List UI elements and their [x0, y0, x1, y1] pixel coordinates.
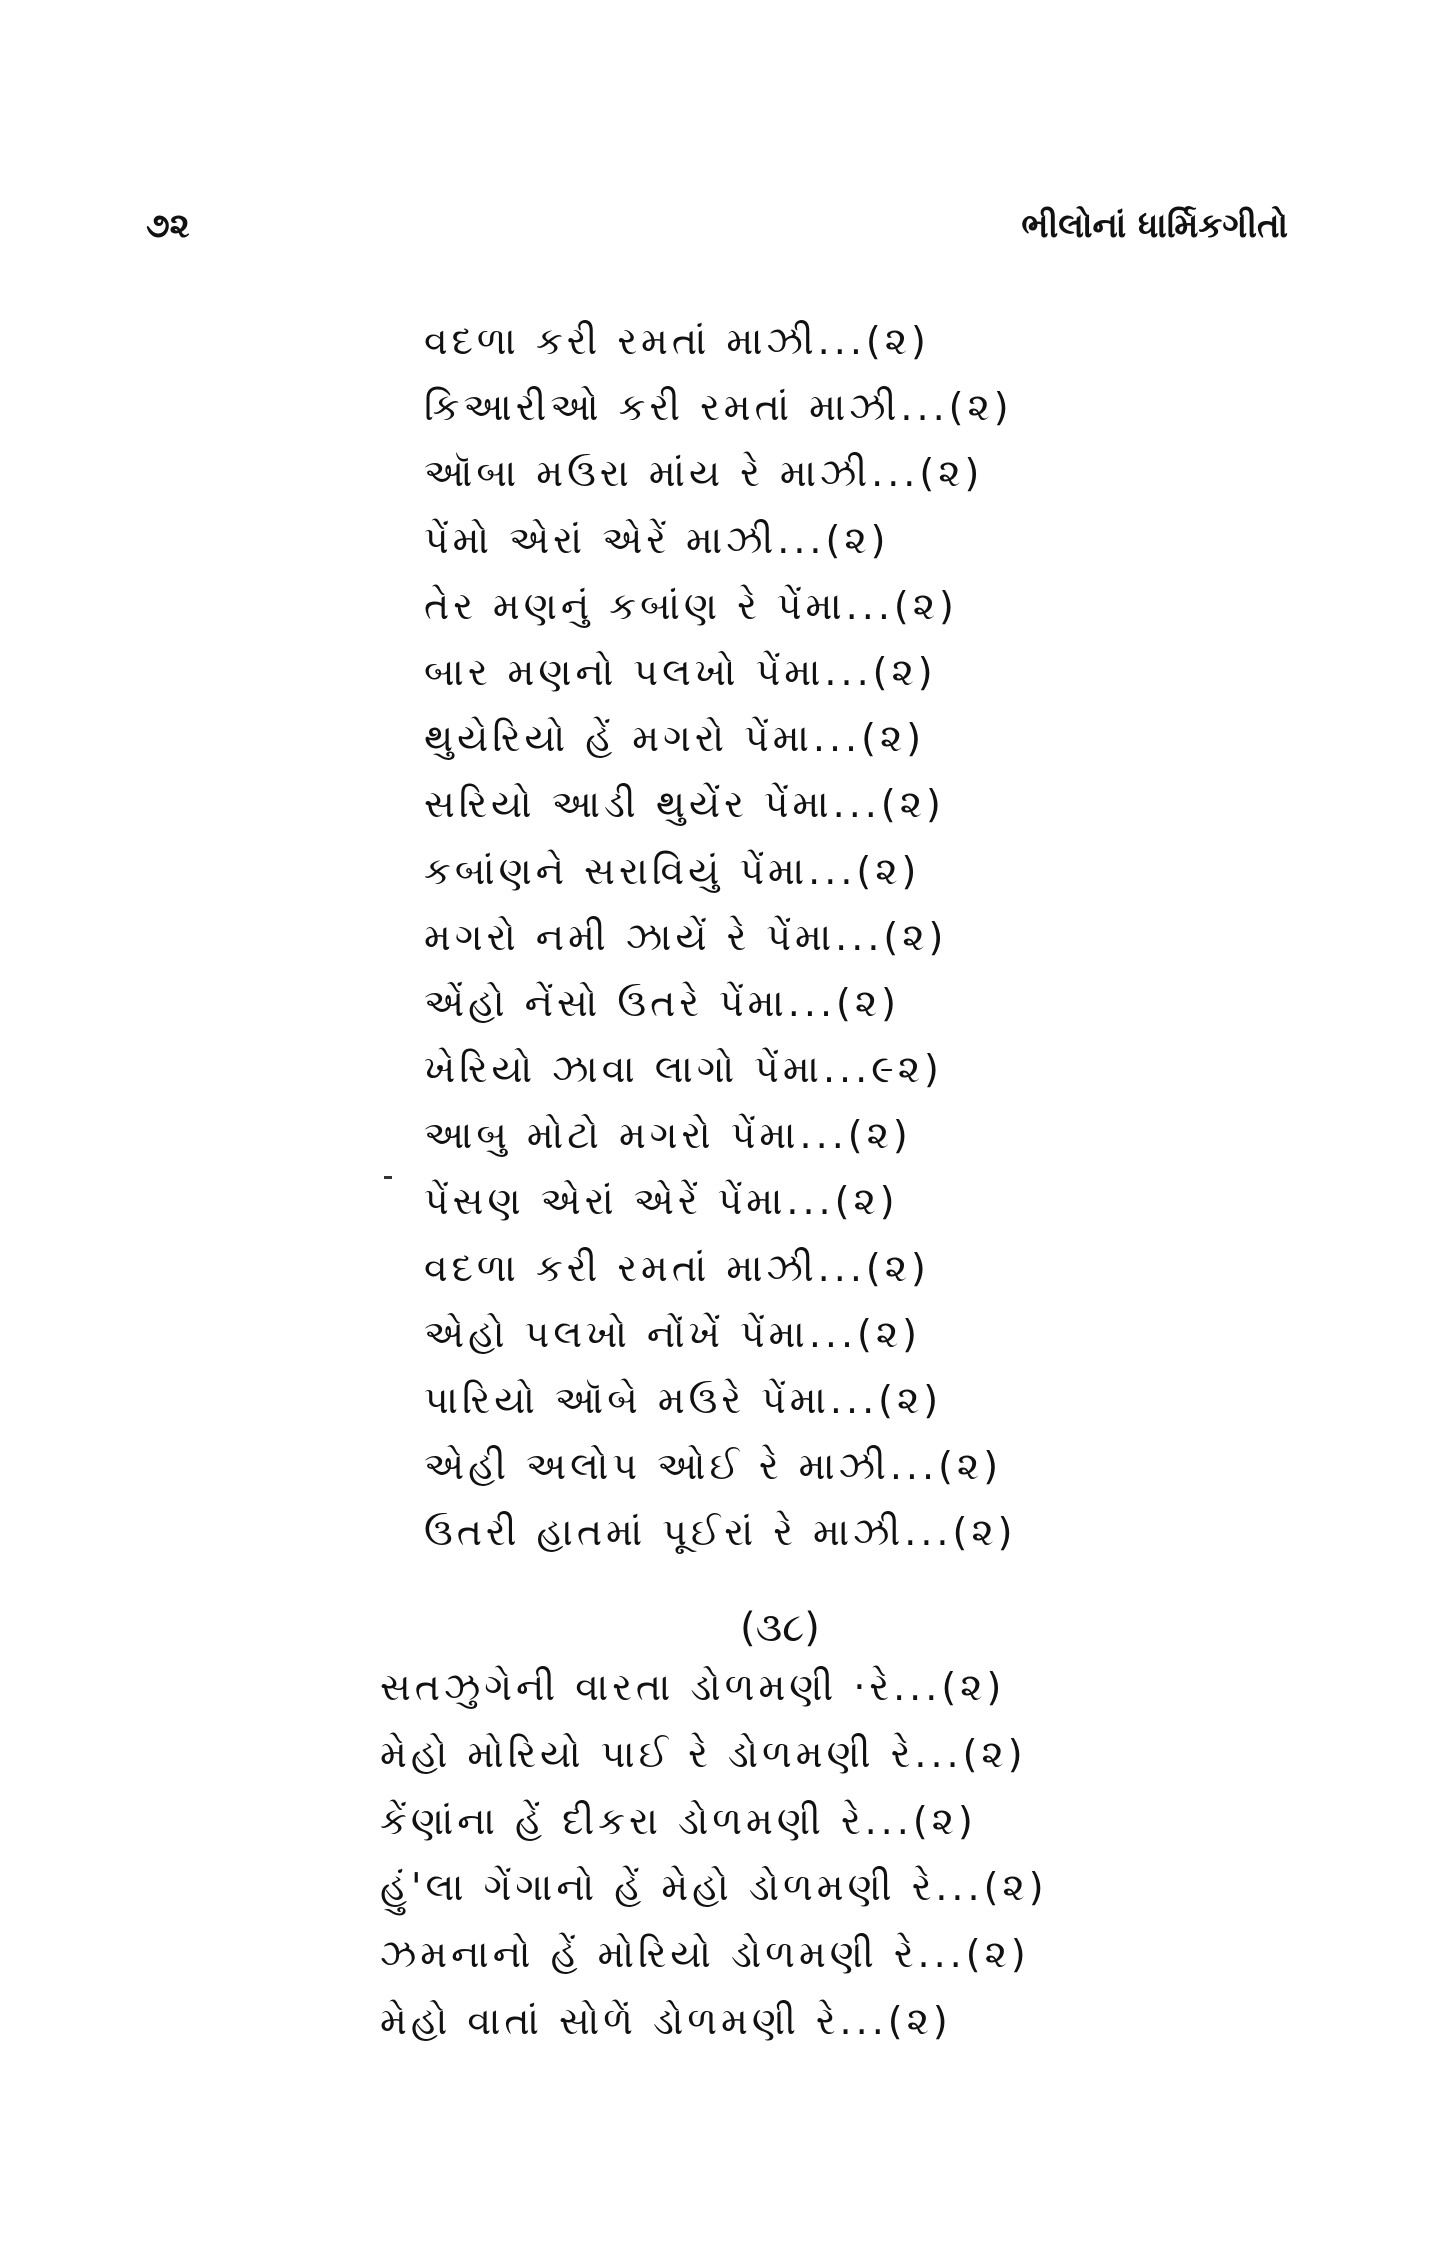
verse-line: આબુ મોટો મગરો પેંમા...(૨): [424, 1113, 912, 1158]
verse-line: કેંણાંના હેં દીકરા ડોળમણી રે...(૨): [380, 1798, 977, 1843]
verse-line: તેર મણનું કબાંણ રે પેંમા...(૨): [424, 583, 958, 628]
verse-line: મેહો મોરિયો પાઈ રે ડોળમણી રે...(૨): [380, 1731, 1027, 1776]
verse-line: એંહો નેંસો ઉતરે પેંમા...(૨): [424, 980, 900, 1025]
verse-line: ઑબા મઉરા માંય રે માઝી...(૨): [424, 451, 984, 496]
verse-line: એહો પલખો નોંખેં પેંમા...(૨): [424, 1311, 922, 1356]
verse-line: પેંમો એરાં એરેં માઝી...(૨): [424, 517, 890, 562]
song-38-stanza: [380, 1654, 1070, 2055]
verse-line: મગરો નમી ઝાયેં રે પેંમા...(૨): [424, 914, 948, 959]
verse-line: હું'લા ગેંગાનો હેં મેહો ડોળમણી રે...(૨): [380, 1865, 1048, 1910]
running-title: ભીલોનાં ધાર્મિકગીતો: [1021, 206, 1288, 246]
margin-stray-mark: [384, 1176, 392, 1179]
verse-line: મેહો વાતાં સોળેં ડોળમણી રે...(૨): [380, 1998, 952, 2043]
verse-line: ઉતરી હાતમાં પૂઈરાં રે માઝી...(૨): [424, 1510, 1017, 1555]
verse-line: સતઝુગેની વારતા ડોળમણી ·રે...(૨): [380, 1665, 1006, 1709]
page-number: ૭૨: [146, 206, 190, 246]
verse-line: થુયેરિયો હેં મગરો પેંમા...(૨): [424, 716, 926, 761]
verse-line: પારિયો ઑબે મઉરે પેંમા...(૨): [424, 1378, 943, 1422]
verse-line: ખેરિયો ઝાવા લાગો પેંમા...૯૨): [424, 1047, 943, 1092]
verse-line: પેંસણ એરાં એરેં પેંમા...(૨): [424, 1179, 899, 1224]
verse-line: કબાંણને સરાવિયું પેંમા...(૨): [424, 848, 921, 893]
verse-line: વદળા કરી રમતાં માઝી...(૨): [424, 1245, 930, 1290]
verse-line: ઝમનાનો હેં મોરિયો ડોળમણી રે...(૨): [380, 1932, 1030, 1977]
song-number: (૩૮): [740, 1605, 820, 1651]
verse-line: એહી અલોપ ઓઈ રે માઝી...(૨): [424, 1444, 1003, 1489]
song-37-stanza: [424, 308, 1017, 1566]
verse-line: કિઆરીઓ કરી રમતાં માઝી...(૨): [424, 385, 1013, 430]
verse-line: વદળા કરી રમતાં માઝી...(૨): [424, 319, 930, 363]
verse-line: સરિયો આડી થુયેંર પેંમા...(૨): [424, 782, 945, 827]
verse-line: બાર મણનો પલખો પેંમા...(૨): [424, 649, 937, 694]
